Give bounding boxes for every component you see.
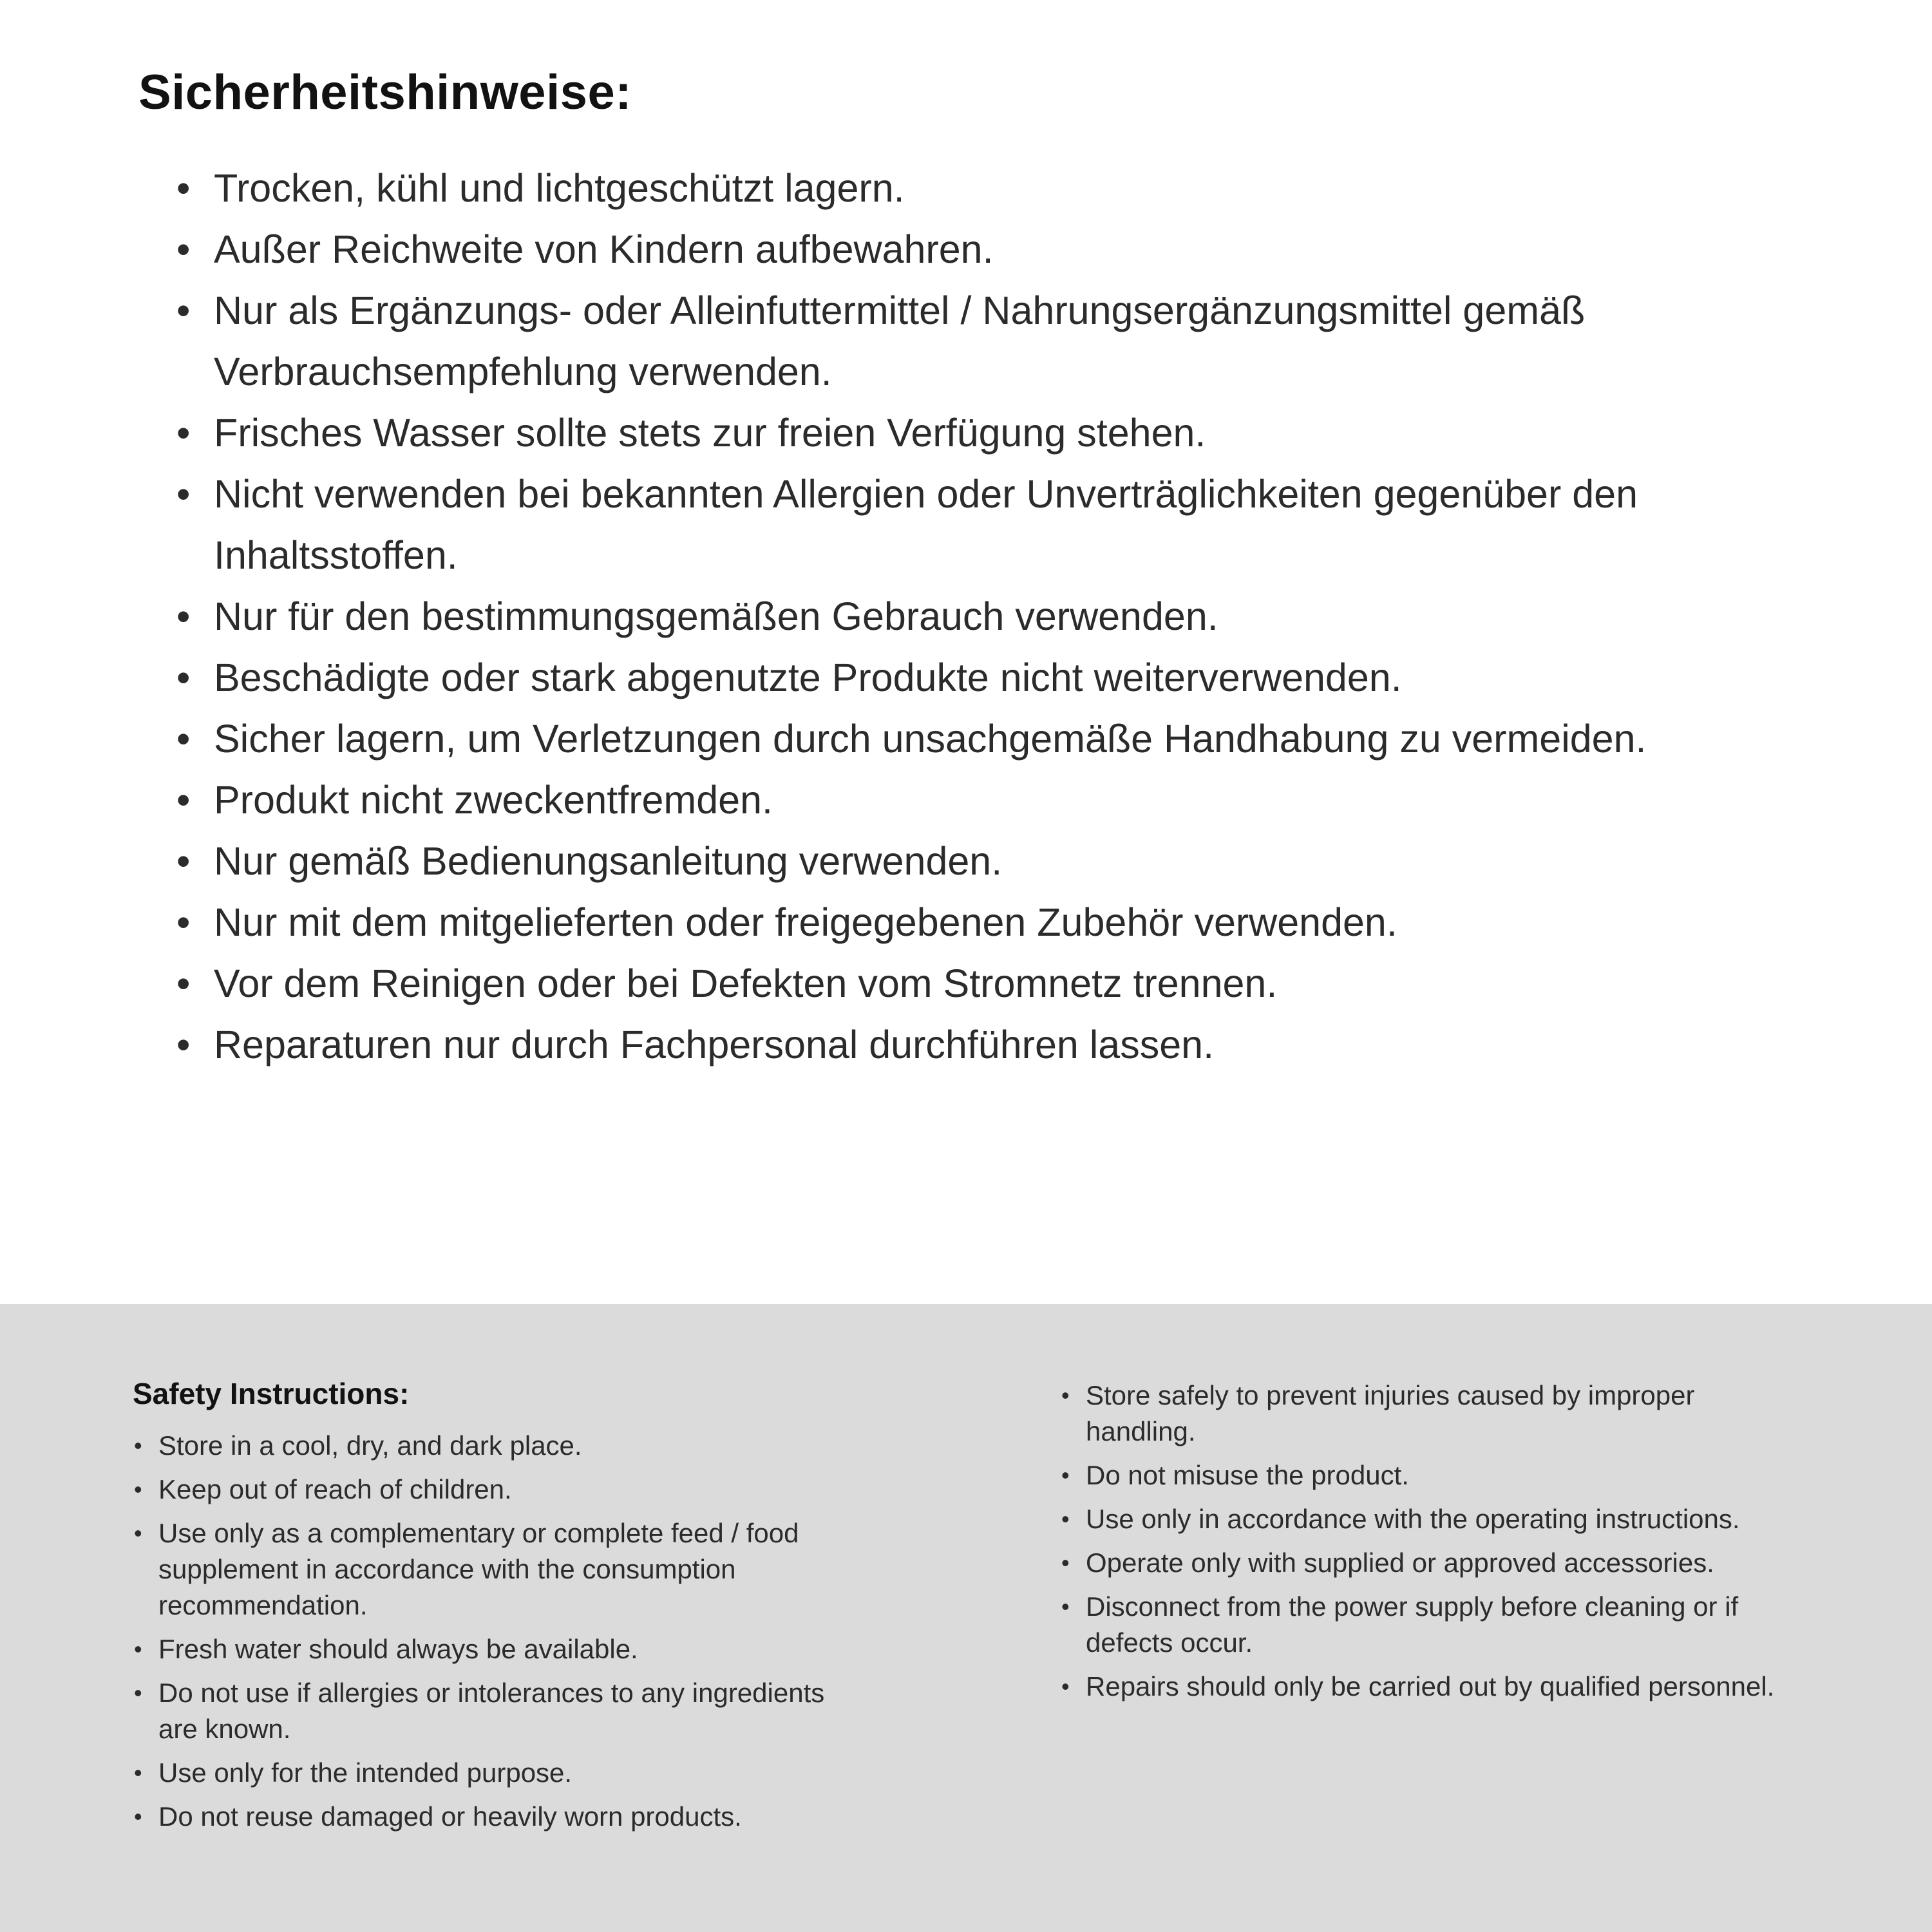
list-item: • Außer Reichweite von Kindern aufbewahren. (174, 219, 1716, 280)
english-left-bullet-list (129, 1428, 837, 1835)
english-right-bullet-list (1056, 1378, 1803, 1705)
list-item: • Disconnect from the power supply before cleaning or if defects occur. (1056, 1589, 1803, 1661)
list-item: • Nur gemäß Bedienungsanleitung verwenden. (174, 831, 1716, 892)
english-heading: Safety Instructions: (133, 1377, 410, 1410)
list-item: • Operate only with supplied or approved accessories. (1056, 1545, 1803, 1581)
list-item: • Keep out of reach of children. (129, 1472, 837, 1508)
list-item: • Nicht verwenden bei bekannten Allergien oder Unverträglichkeiten gegenüber den Inhaltsstoffen. (174, 464, 1716, 586)
list-item: • Nur als Ergänzungs- oder Alleinfuttermittel / Nahrungsergänzungsmittel gemäß Verbrauchsempfehlung verwenden. (174, 280, 1716, 402)
list-item: • Repairs should only be carried out by qualified personnel. (1056, 1669, 1803, 1705)
list-item: • Store in a cool, dry, and dark place. (129, 1428, 837, 1464)
list-item: • Do not misuse the product. (1056, 1457, 1803, 1493)
list-item: • Vor dem Reinigen oder bei Defekten vom Stromnetz trennen. (174, 953, 1716, 1014)
german-heading: Sicherheitshinweise: (138, 65, 632, 120)
list-item: • Do not reuse damaged or heavily worn products. (129, 1799, 837, 1835)
list-item: • Use only in accordance with the operating instructions. (1056, 1501, 1803, 1537)
list-item: • Do not use if allergies or intolerances to any ingredients are known. (129, 1675, 837, 1747)
list-item: • Nur mit dem mitgelieferten oder freigegebenen Zubehör verwenden. (174, 892, 1716, 953)
english-safety-section (0, 1304, 1932, 1932)
german-bullet-list (138, 158, 1716, 1075)
list-item: • Use only as a complementary or complete feed / food supplement in accordance with the consumption recommendation. (129, 1515, 837, 1624)
list-item: • Use only for the intended purpose. (129, 1755, 837, 1791)
list-item: • Fresh water should always be available. (129, 1631, 837, 1667)
list-item: • Sicher lagern, um Verletzungen durch unsachgemäße Handhabung zu vermeiden. (174, 708, 1716, 770)
list-item: • Store safely to prevent injuries caused by improper handling. (1056, 1378, 1803, 1450)
list-item: • Reparaturen nur durch Fachpersonal durchführen lassen. (174, 1014, 1716, 1075)
english-left-column (129, 1376, 837, 1842)
english-right-column (1056, 1376, 1803, 1712)
list-item: • Frisches Wasser sollte stets zur freien Verfügung stehen. (174, 402, 1716, 464)
list-item: • Beschädigte oder stark abgenutzte Produkte nicht weiterverwenden. (174, 647, 1716, 708)
list-item: • Trocken, kühl und lichtgeschützt lagern. (174, 158, 1716, 219)
list-item: • Produkt nicht zweckentfremden. (174, 770, 1716, 831)
list-item: • Nur für den bestimmungsgemäßen Gebrauch verwenden. (174, 586, 1716, 647)
